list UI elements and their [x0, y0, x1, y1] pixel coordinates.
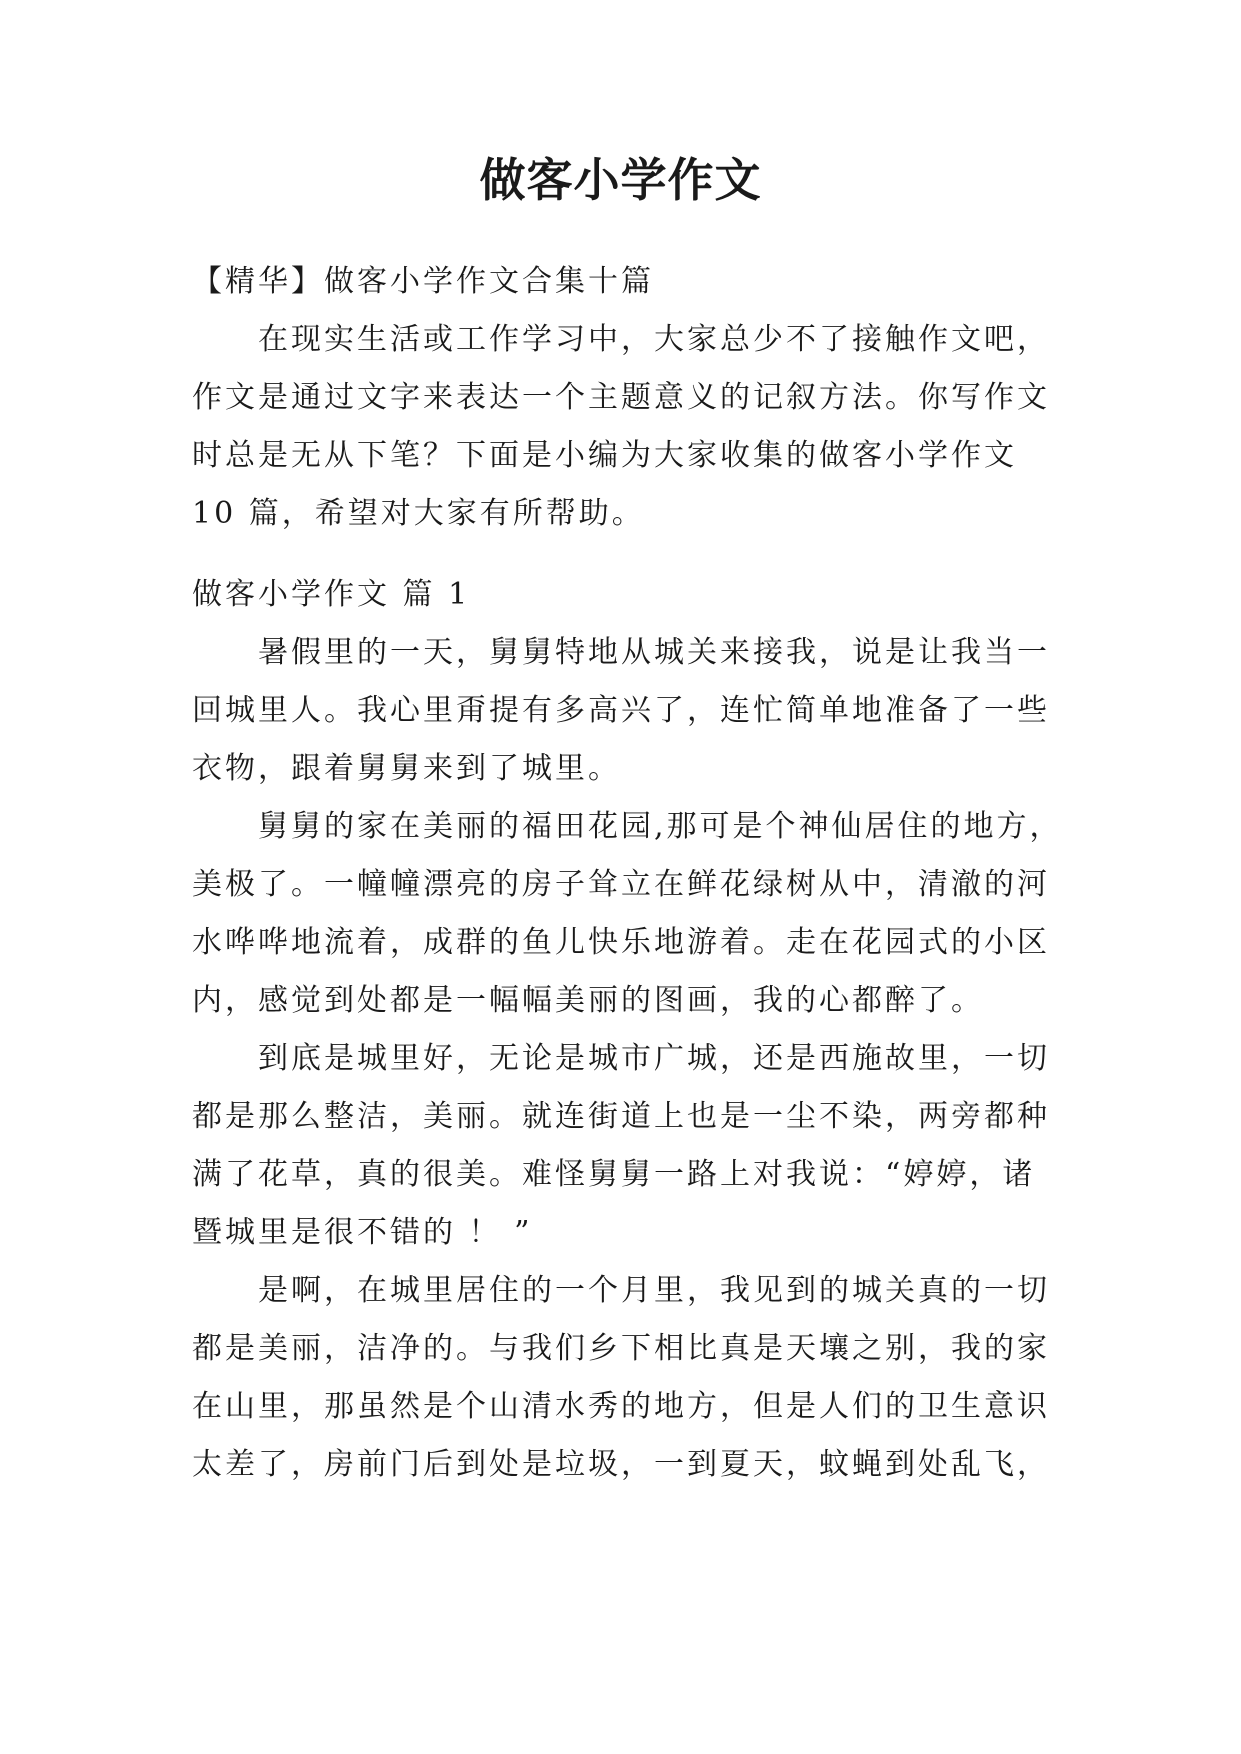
paragraph-line: 美极了。一幢幢漂亮的房子耸立在鲜花绿树从中，清澈的河	[192, 867, 1050, 902]
paragraph-line: 水哗哗地流着，成群的鱼儿快乐地游着。走在花园式的小区	[192, 925, 1050, 960]
paragraph-line: 暑假里的一天，舅舅特地从城关来接我，说是让我当一	[258, 635, 1050, 670]
paragraph-line: 回城里人。我心里甭提有多高兴了，连忙简单地准备了一些	[192, 693, 1050, 728]
paragraph-line: 衣物，跟着舅舅来到了城里。	[192, 751, 621, 786]
intro-section	[192, 253, 1062, 543]
intro-line: 在现实生活或工作学习中，大家总少不了接触作文吧，	[258, 322, 1050, 357]
paragraph-line: 太差了，房前门后到处是垃圾，一到夏天，蚊蝇到处乱飞，	[192, 1447, 1050, 1482]
paragraph-line: 在山里，那虽然是个山清水秀的地方，但是人们的卫生意识	[192, 1389, 1050, 1424]
intro-line: 10 篇，希望对大家有所帮助。	[192, 496, 645, 531]
paragraph-line: 都是那么整洁，美丽。就连街道上也是一尘不染，两旁都种	[192, 1099, 1050, 1134]
intro-line: 时总是无从下笔？下面是小编为大家收集的做客小学作文	[192, 438, 1017, 473]
intro-heading: 【精华】做客小学作文合集十篇	[192, 264, 654, 299]
paragraph-line: 满了花草，真的很美。难怪舅舅一路上对我说：“婷婷，诸	[192, 1157, 1036, 1192]
paragraph-line: 暨城里是很不错的 ！ ”	[192, 1215, 533, 1250]
page-title: 做客小学作文	[479, 153, 762, 207]
article-section	[192, 566, 1062, 1494]
paragraph-line: 到底是城里好，无论是城市广城，还是西施故里，一切	[258, 1041, 1050, 1076]
paragraph-line: 是啊，在城里居住的一个月里，我见到的城关真的一切	[258, 1273, 1050, 1308]
intro-line: 作文是通过文字来表达一个主题意义的记叙方法。你写作文	[192, 380, 1050, 415]
paragraph-line: 内，感觉到处都是一幅幅美丽的图画，我的心都醉了。	[192, 983, 984, 1018]
paragraph-line: 舅舅的家在美丽的福田花园,那可是个神仙居住的地方，	[258, 809, 1063, 844]
article-heading: 做客小学作文 篇 1	[192, 577, 471, 612]
paragraph-line: 都是美丽，洁净的。与我们乡下相比真是天壤之别，我的家	[192, 1331, 1050, 1366]
